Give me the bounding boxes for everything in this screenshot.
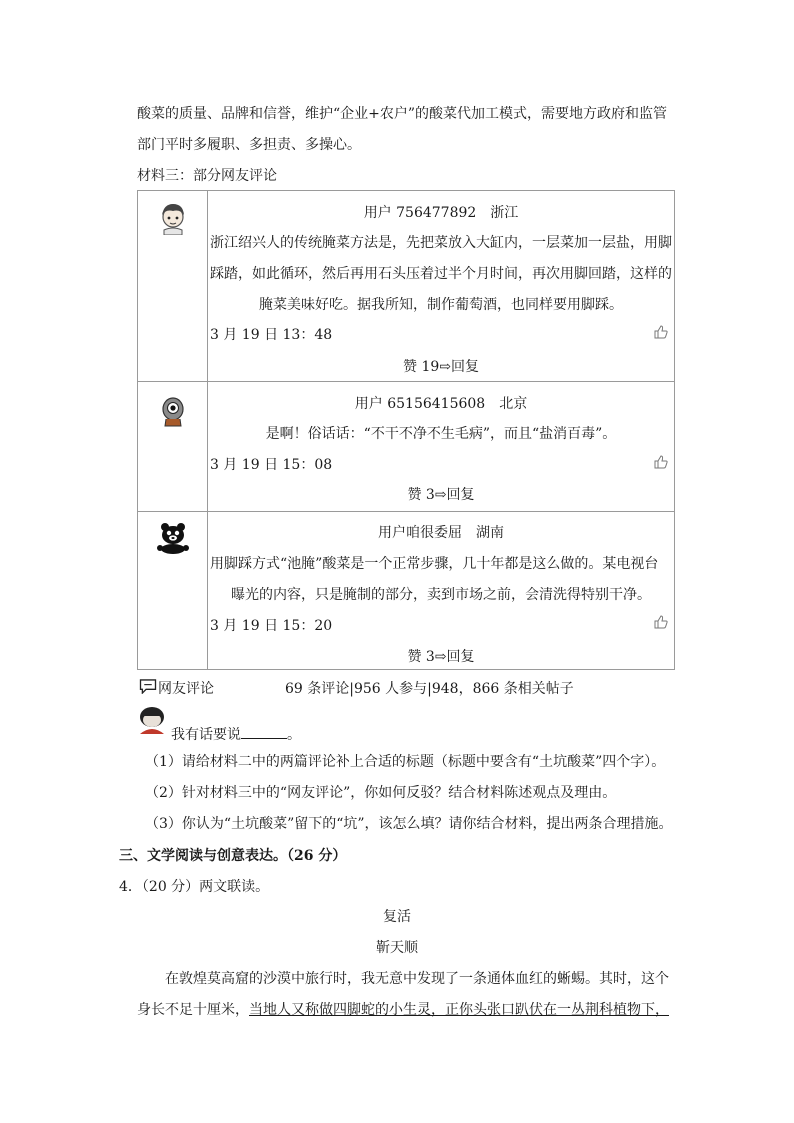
comment-actions[interactable]: 赞 3⇨回复 <box>407 649 475 665</box>
comment-bubble-icon <box>139 679 157 694</box>
question-3: （3）你认为“土坑酸菜”留下的“坑”，该怎么填？请你结合材料，提出两条合理措施。 <box>145 816 673 832</box>
speak-prompt-end: 。 <box>287 727 301 743</box>
thumbs-up-icon[interactable] <box>654 455 668 469</box>
boy-avatar-icon <box>156 201 190 235</box>
comment-body <box>208 382 674 511</box>
comment-user: 用户 756477892 浙江 <box>363 205 519 221</box>
comment-time: 3 月 19 日 15：08 <box>210 457 333 473</box>
comment-row <box>138 512 674 669</box>
intro-line-1: 酸菜的质量、品牌和信誉，维护“企业+农户”的酸菜代加工模式，需要地方政府和监管 <box>137 106 668 122</box>
comments-table <box>137 190 675 670</box>
comment-user: 用户咱很委屈 湖南 <box>378 525 504 541</box>
thumbs-up-icon[interactable] <box>654 325 668 339</box>
comment-row <box>138 191 674 382</box>
article-title: 复活 <box>383 909 411 925</box>
question-1: （1）请给材料二中的两篇评论补上合适的标题（标题中要含有“土坑酸菜”四个字）。 <box>145 754 666 770</box>
comment-user: 用户 65156415608 北京 <box>354 396 528 412</box>
speak-prompt <box>171 724 301 744</box>
speak-prompt-text: 我有话要说 <box>171 727 241 743</box>
thumbs-up-icon[interactable] <box>654 615 668 629</box>
question-2: （2）针对材料三中的“网友评论”，你如何反驳？结合材料陈述观点及理由。 <box>145 785 617 801</box>
comment-time: 3 月 19 日 15：20 <box>210 618 333 634</box>
comment-body <box>208 191 674 381</box>
comment-actions[interactable]: 赞 3⇨回复 <box>407 487 475 503</box>
article-underlined-text: 当地人又称做四脚蛇的小生灵，正你头张口趴伏在一丛荆科植物下， <box>249 1002 669 1018</box>
comment-text-line: 浙江绍兴人的传统腌菜方法是，先把菜放入大缸内，一层菜加一层盐，用脚 <box>210 235 672 251</box>
article-author: 靳天顺 <box>376 940 418 956</box>
material3-title: 材料三：部分网友评论 <box>137 168 277 184</box>
answer-blank[interactable] <box>241 726 287 739</box>
student-avatar-icon <box>136 704 170 734</box>
comment-text-line: 踩踏，如此循环，然后再用石头压着过半个月时间，再次用脚回踏，这样的 <box>210 266 672 282</box>
comment-actions[interactable]: 赞 19⇨回复 <box>403 359 479 375</box>
article-text: 身长不足十厘米， <box>137 1002 249 1018</box>
eyeball-avatar-icon <box>156 394 190 428</box>
section-3-heading: 三、文学阅读与创意表达。（26 分） <box>119 848 347 864</box>
comment-time: 3 月 19 日 13：48 <box>210 327 333 343</box>
comment-row <box>138 382 674 512</box>
comment-text-line: 腌菜美味好吃。据我所知，制作葡萄酒，也同样要用脚踩。 <box>259 297 623 313</box>
comment-body <box>208 512 674 669</box>
avatar-cell <box>138 191 208 381</box>
avatar-cell <box>138 382 208 511</box>
avatar-cell <box>138 512 208 669</box>
intro-line-2: 部门平时多履职、多担责、多操心。 <box>137 137 361 153</box>
article-paragraph-line: 在敦煌莫高窟的沙漠中旅行时，我无意中发现了一条通体血红的蜥蜴。其时，这个 <box>165 971 669 987</box>
comment-text-line: 曝光的内容，只是腌制的部分，卖到市场之前，会清洗得特别干净。 <box>231 587 651 603</box>
comment-text-line: 用脚踩方式“池腌”酸菜是一个正常步骤，几十年都是这么做的。某电视台 <box>210 556 659 572</box>
article-paragraph-line <box>137 999 669 1019</box>
footer-stats: 69 条评论|956 人参与|948，866 条相关帖子 <box>285 681 574 697</box>
footer-label: 网友评论 <box>158 681 214 697</box>
comment-text-line: 是啊！俗话话：“不干不净不生毛病”，而且“盐消百毒”。 <box>265 426 617 442</box>
bear-avatar-icon <box>153 520 193 554</box>
question-4: 4．（20 分）两文联读。 <box>119 879 270 895</box>
